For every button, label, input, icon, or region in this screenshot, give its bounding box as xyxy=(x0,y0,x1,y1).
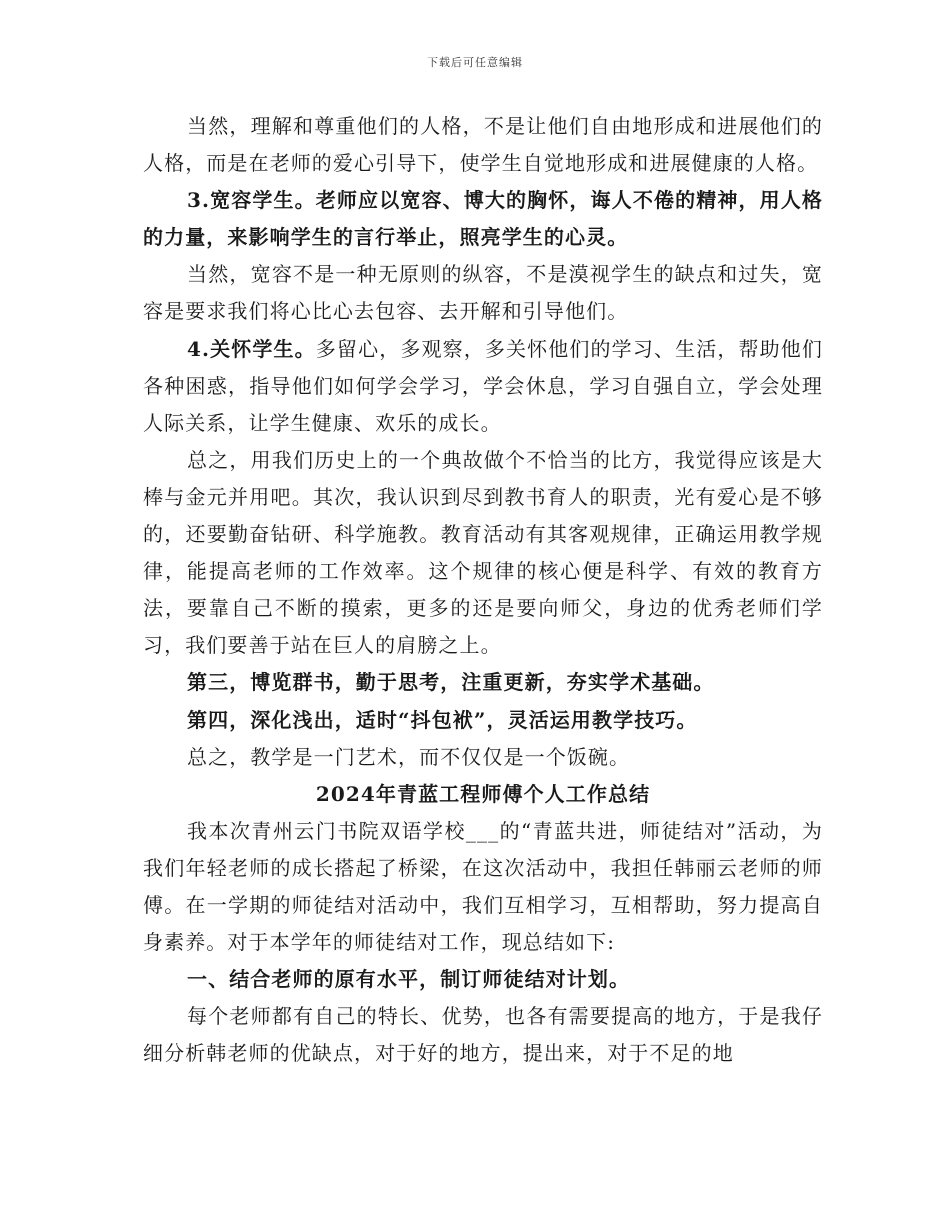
paragraph: 总之，用我们历史上的一个典故做个不恰当的比方，我觉得应该是大棒与金元并用吧。其次，我认识到尽到教书育人的职责，光有爱心是不够的，还要勤奋钻研、科学施教。教育活动有其客观规律，正确运用教学规律，能提高老师的工作效率。这个规律的核心便是科学、有效的教育方法，要靠自己不断的摸索，更多的还是要向师父，身边的优秀老师们学习，我们要善于站在巨人的肩膀之上。 xyxy=(143,447,823,658)
paragraph: 当然，宽容不是一种无原则的纵容，不是漠视学生的缺点和过失，宽容是要求我们将心比心去包容、去开解和引导他们。 xyxy=(143,262,823,324)
document-body xyxy=(143,108,823,1072)
section-heading: 3.宽容学生。老师应以宽容、博大的胸怀，诲人不倦的精神，用人格的力量，来影响学生的言行举止，照亮学生的心灵。 xyxy=(143,188,823,250)
document-title: 2024年青蓝工程师傅个人工作总结 xyxy=(315,781,651,806)
paragraph: 我本次青州云门书院双语学校___的“青蓝共进，师徒结对”活动，为我们年轻老师的成长搭起了桥梁，在这次活动中，我担任韩丽云老师的师傅。在一学期的师徒结对活动中，我们互相学习，互相帮助，努力提高自身素养。对于本学年的师徒结对工作，现总结如下: xyxy=(143,818,823,955)
section-heading: 一、结合老师的原有水平，制订师徒结对计划。 xyxy=(187,967,631,992)
paragraph-lead: 4.关怀学生。 xyxy=(187,336,316,361)
paragraph: 当然，理解和尊重他们的人格，不是让他们自由地形成和进展他们的人格，而是在老师的爱心引导下，使学生自觉地形成和进展健康的人格。 xyxy=(143,114,823,176)
page-header: 下载后可任意编辑 xyxy=(427,56,523,69)
paragraph-body: 多留心，多观察，多关怀他们的学习、生活，帮助他们各种困惑，指导他们如何学会学习，学会休息，学习自强自立，学会处理人际关系，让学生健康、欢乐的成长。 xyxy=(143,336,823,435)
paragraph xyxy=(143,331,823,442)
paragraph: 总之，教学是一门艺术，而不仅仅是一个饭碗。 xyxy=(187,744,631,769)
section-heading: 第四，深化浅出，适时“抖包袱”，灵活运用教学技巧。 xyxy=(187,707,698,732)
section-heading: 第三，博览群书，勤于思考，注重更新，夯实学术基础。 xyxy=(187,670,715,695)
paragraph: 每个老师都有自己的特长、优势，也各有需要提高的地方，于是我仔细分析韩老师的优缺点，对于好的地方，提出来，对于不足的地 xyxy=(143,1004,823,1066)
